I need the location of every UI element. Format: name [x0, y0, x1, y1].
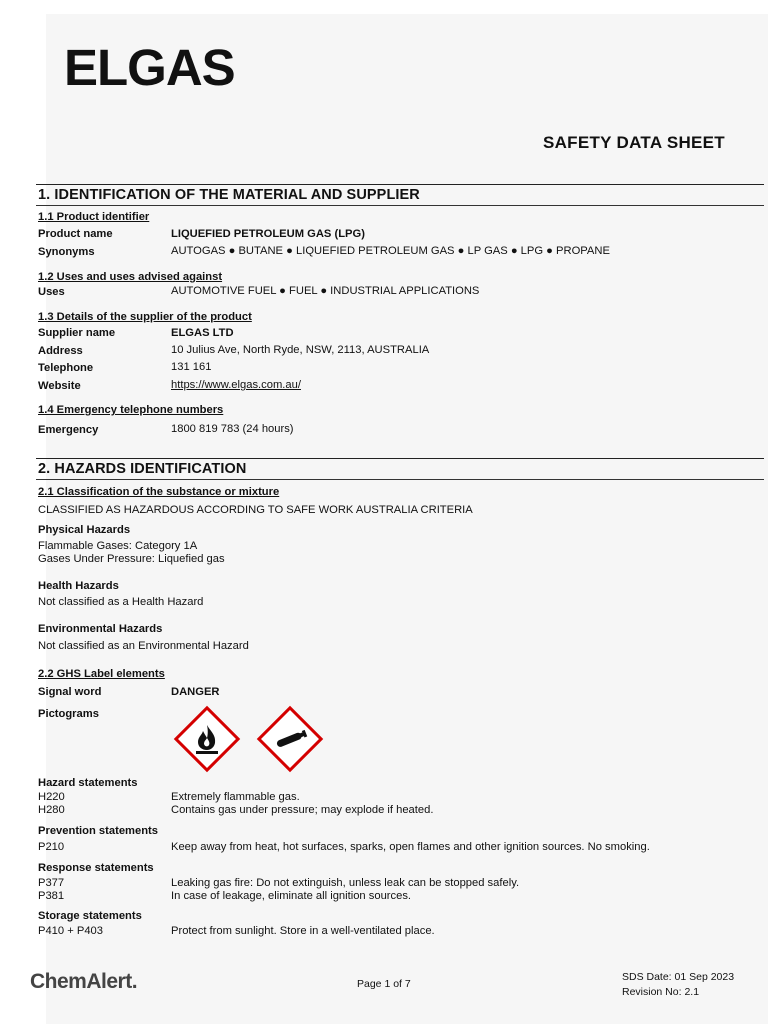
product-name-value: LIQUEFIED PETROLEUM GAS (LPG) — [171, 228, 365, 240]
subsection-2-2-heading: 2.2 GHS Label elements — [38, 668, 165, 680]
hazard-code: H220 — [38, 791, 65, 803]
section-2-bottom-rule — [36, 479, 764, 480]
subsection-2-1-heading: 2.1 Classification of the substance or mixture — [38, 486, 280, 498]
telephone-label: Telephone — [38, 362, 94, 374]
chemalert-logo: ChemAlert. — [30, 970, 138, 993]
hazard-text: Contains gas under pressure; may explode if heated. — [171, 804, 434, 816]
classification-statement: CLASSIFIED AS HAZARDOUS ACCORDING TO SAFE WORK AUSTRALIA CRITERIA — [38, 504, 473, 516]
emergency-label: Emergency — [38, 424, 99, 436]
section-1-top-rule — [36, 184, 764, 185]
response-code: P377 — [38, 877, 65, 889]
physical-hazards-label: Physical Hazards — [38, 524, 131, 536]
synonyms-label: Synonyms — [38, 246, 95, 258]
health-hazards-label: Health Hazards — [38, 580, 119, 592]
telephone-value: 131 161 — [171, 361, 212, 373]
hazard-statements-label: Hazard statements — [38, 777, 138, 789]
pictograms-label: Pictograms — [38, 708, 99, 720]
emergency-value: 1800 819 783 (24 hours) — [171, 423, 294, 435]
supplier-name-label: Supplier name — [38, 327, 116, 339]
signal-word-label: Signal word — [38, 686, 102, 698]
page-number: Page 1 of 7 — [357, 978, 411, 990]
storage-code: P410 + P403 — [38, 925, 104, 937]
environmental-hazards-value: Not classified as an Environmental Hazard — [38, 640, 249, 652]
sds-date: SDS Date: 01 Sep 2023 — [622, 971, 735, 983]
response-code: P381 — [38, 890, 65, 902]
prevention-code: P210 — [38, 841, 65, 853]
prevention-text: Keep away from heat, hot surfaces, sparks, open flames and other ignition sources. No smoking. — [171, 841, 650, 853]
response-text: Leaking gas fire: Do not extinguish, unless leak can be stopped safely. — [171, 877, 520, 889]
response-statements-label: Response statements — [38, 862, 154, 874]
signal-word-value: DANGER — [171, 686, 220, 698]
product-name-label: Product name — [38, 228, 113, 240]
section-1-bottom-rule — [36, 205, 764, 206]
uses-value: AUTOMOTIVE FUEL ● FUEL ● INDUSTRIAL APPLICATIONS — [171, 285, 480, 297]
uses-label: Uses — [38, 286, 65, 298]
physical-hazard-2: Gases Under Pressure: Liquefied gas — [38, 553, 225, 565]
website-link[interactable]: https://www.elgas.com.au/ — [171, 379, 301, 391]
prevention-statements-label: Prevention statements — [38, 825, 158, 837]
subsection-1-2-heading: 1.2 Uses and uses advised against — [38, 271, 223, 283]
health-hazards-value: Not classified as a Health Hazard — [38, 596, 204, 608]
storage-text: Protect from sunlight. Store in a well-ventilated place. — [171, 925, 435, 937]
subsection-1-4-heading: 1.4 Emergency telephone numbers — [38, 404, 224, 416]
response-text: In case of leakage, eliminate all ignition sources. — [171, 890, 412, 902]
gas-cylinder-pictogram-icon — [256, 705, 324, 773]
supplier-name-value: ELGAS LTD — [171, 327, 234, 339]
subsection-1-1-heading: 1.1 Product identifier — [38, 211, 150, 223]
synonyms-value: AUTOGAS ● BUTANE ● LIQUEFIED PETROLEUM GAS ● LP GAS ● LPG ● PROPANE — [171, 245, 610, 257]
subsection-1-3-heading: 1.3 Details of the supplier of the product — [38, 311, 252, 323]
environmental-hazards-label: Environmental Hazards — [38, 623, 163, 635]
elgas-logo: ELGAS — [64, 39, 235, 96]
website-label: Website — [38, 380, 81, 392]
storage-statements-label: Storage statements — [38, 910, 142, 922]
section-1-title: 1. IDENTIFICATION OF THE MATERIAL AND SUPPLIER — [38, 187, 420, 203]
document-title: SAFETY DATA SHEET — [542, 133, 725, 152]
hazard-code: H280 — [38, 804, 65, 816]
address-label: Address — [38, 345, 83, 357]
hazard-text: Extremely flammable gas. — [171, 791, 300, 803]
flame-pictogram-icon — [173, 705, 241, 773]
page-background — [46, 14, 768, 1024]
sds-meta — [622, 970, 734, 1000]
address-value: 10 Julius Ave, North Ryde, NSW, 2113, AUSTRALIA — [171, 344, 430, 356]
section-2-title: 2. HAZARDS IDENTIFICATION — [38, 461, 247, 477]
revision-number: Revision No: 2.1 — [622, 986, 700, 998]
physical-hazard-1: Flammable Gases: Category 1A — [38, 540, 198, 552]
section-2-top-rule — [36, 458, 764, 459]
